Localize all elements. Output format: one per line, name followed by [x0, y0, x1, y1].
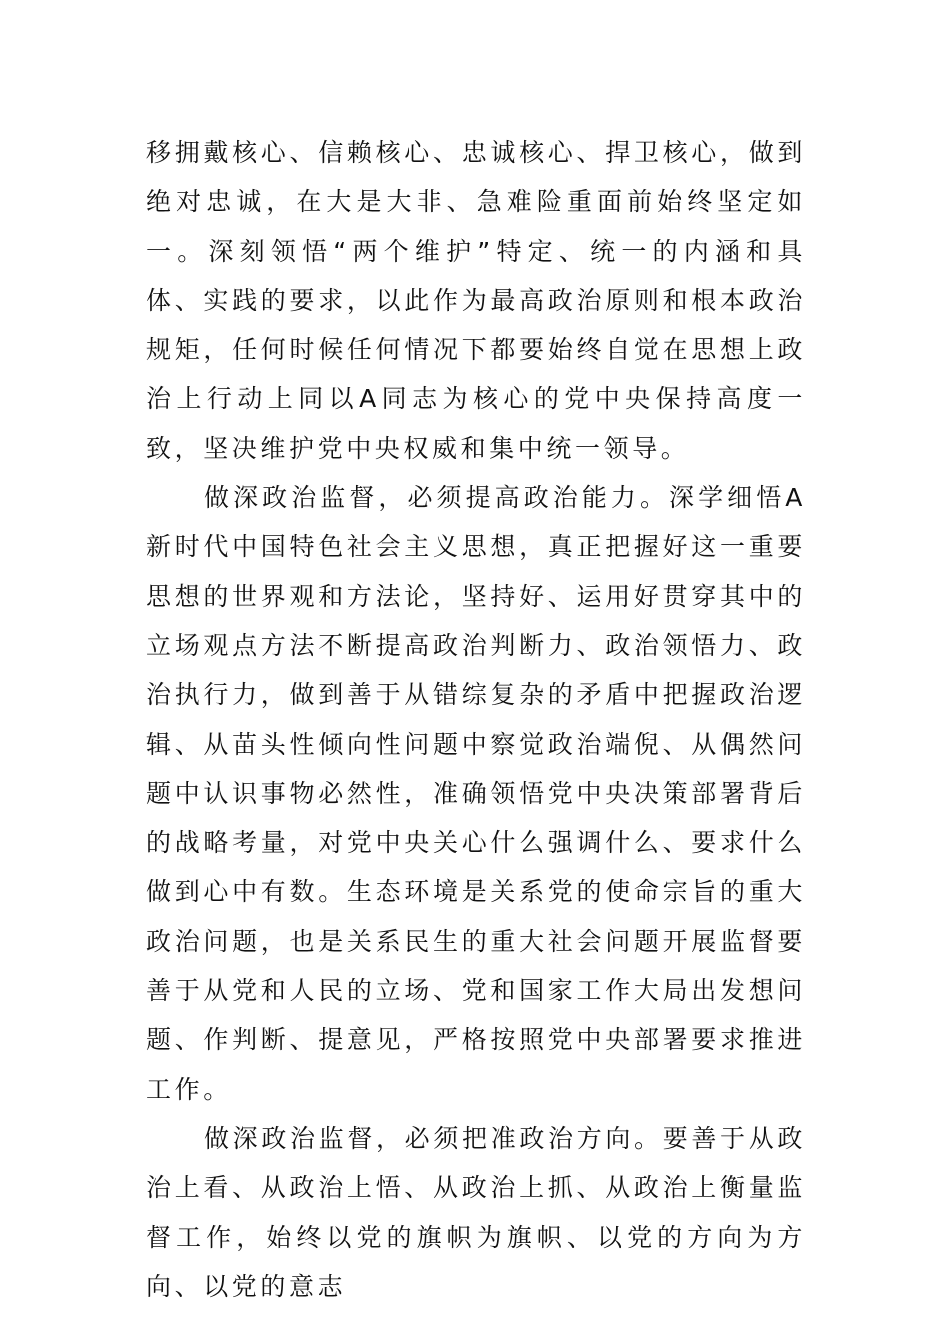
paragraph-political-ability: 做深政治监督，必须提高政治能力。深学细悟A新时代中国特色社会主义思想，真正把握好这一重要思想的世界观和方法论，坚持好、运用好贯穿其中的立场观点方法不断提高政治判断力、政治领悟力、政治执行力，做到善于从错综复杂的矛盾中把握政治逻辑、从苗头性倾向性问题中察觉政治端倪、从偶然问题中认识事物必然性，准确领悟党中央决策部署背后的战略考量，对党中央关心什么强调什么、要求什么做到心中有数。生态环境是关系党的使命宗旨的重大政治问题，也是关系民生的重大社会问题开展监督要善于从党和人民的立场、党和国家工作大局出发想问题、作判断、提意见，严格按照党中央部署要求推进工作。 — [146, 483, 806, 1104]
document-body — [146, 128, 806, 1311]
paragraph-political-direction: 做深政治监督，必须把准政治方向。要善于从政治上看、从政治上悟、从政治上抓、从政治上衡量监督工作，始终以党的旗帜为旗帜、以党的方向为方向、以党的意志 — [146, 1123, 806, 1301]
paragraph-continued: 移拥戴核心、信赖核心、忠诚核心、捍卫核心，做到绝对忠诚，在大是大非、急难险重面前始终坚定如一。深刻领悟“两个维护”特定、统一的内涵和具体、实践的要求，以此作为最高政治原则和根本政治规矩，任何时候任何情况下都要始终自觉在思想上政治上行动上同以A同志为核心的党中央保持高度一致，坚决维护党中央权威和集中统一领导。 — [146, 138, 806, 463]
